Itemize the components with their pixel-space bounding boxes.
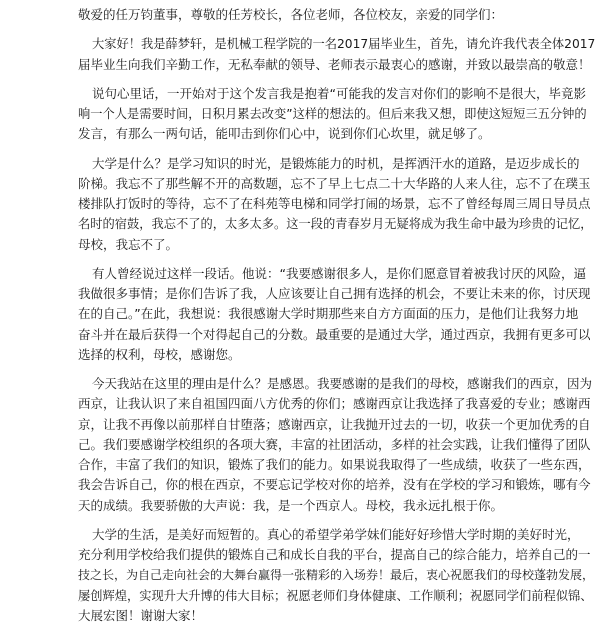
paragraph-5-line-6: 我会告诉自己，你的根在西京，不要忘记学校对你的培养，没有在学校的学习和锻炼，哪有今: [78, 477, 591, 493]
paragraph-2-line-2: 响一个人是需要时间，日积月累去改变”这样的想法的。但后来我又想，即使这短短三五分钟的: [78, 107, 587, 122]
paragraph-6-line-3: 技之长，为自己走向社会的大舞台赢得一张精彩的入场券！最后，衷心祝愿我们的母校蓬勃发展，: [78, 568, 595, 583]
paragraph-2-line-3: 发言，有那么一两句话，能叩击到你们心中，说到你们心坎里，就足够了。: [78, 126, 491, 142]
paragraph-3-line-5: 母校，我忘不了。: [78, 236, 179, 252]
paragraph-4-line-5: 选择的权利，母校，感谢您。: [78, 346, 241, 362]
paragraph-6-line-1: 大学的生活，是美好而短暂的。真心的希望学弟学妹们能好好珍惜大学时期的美好时光，: [92, 526, 580, 542]
paragraph-5-line-7: 天的成绩。我要骄傲的大声说：我，是一个西京人。母校，我永远扎根于你。: [78, 497, 504, 513]
salutation-line: 敬爱的任万钧董事，尊敬的任芳校长，各位老师，各位校友，亲爱的同学们：: [78, 7, 504, 22]
paragraph-2-line-1: 说句心里话，一开始对于这个发言我是抱着“可能我的发言对你们的影响不是很大，毕竟影: [92, 85, 586, 101]
paragraph-1-line-2: 届毕业生向我们辛勤工作，无私奉献的领导、老师表示最衷心的感谢，并致以最崇高的敬意！: [78, 56, 591, 72]
paragraph-3-line-2: 阶梯。我忘不了那些解不开的高数题，忘不了早上七点二十大华路的人来人往，忘不了在璞玉: [78, 175, 591, 191]
paragraph-6-line-2: 充分利用学校给我们提供的锻炼自己和成长自我的平台，提高自己的综合能力，培养自己的一: [78, 547, 591, 563]
paragraph-5-line-2: 西京，让我认识了来自祖国四面八方优秀的你们；感谢西京让我选择了我喜爱的专业；感谢西: [78, 396, 591, 412]
paragraph-4-line-1: 有人曾经说过这样一段话。他说：“我要感谢很多人，是你们愿意冒着被我讨厌的风险，逼: [92, 265, 586, 281]
paragraph-3-line-3: 楼排队打饭时的等待，忘不了在科苑等电梯和同学打闹的场景，忘不了曾经每周三周日导员点: [78, 196, 591, 212]
paragraph-5-line-5: 合作，丰富了我们的知识，锻炼了我们的能力。如果说我取得了一些成绩，收获了一些东西，: [78, 457, 591, 473]
paragraph-1-line-1: 大家好！我是薛梦轩，是机械工程学院的一名2017届毕业生，首先，请允许我代表全体2017: [92, 37, 596, 52]
paragraph-5-line-3: 京，让我不再像以前那样自甘堕落；感谢西京，让我抛开过去的一切，收获一个更加优秀的自: [78, 416, 591, 432]
paragraph-4-line-2: 我做很多事情；是你们告诉了我，人应该要让自己拥有选择的机会，不要让未来的你，讨厌现: [78, 286, 591, 302]
paragraph-4-line-4: 奋斗并在最后获得一个对得起自己的分数。最重要的是通过大学，通过西京，我拥有更多可以: [78, 326, 591, 342]
paragraph-5-line-4: 己。我们要感谢学校组织的各项大赛，丰富的社团活动，多样的社会实践，让我们懂得了团队: [78, 436, 591, 452]
paragraph-3-line-1: 大学是什么？是学习知识的时光，是锻炼能力的时机，是挥洒汗水的道路，是迈步成长的: [92, 155, 580, 171]
paragraph-3-line-4: 名时的宿鼓，我忘不了的，太多太多。这一段的青春岁月无疑将成为我生命中最为珍贵的记忆，: [78, 217, 593, 232]
paragraph-5-line-1: 今天我站在这里的理由是什么？是感恩。我要感谢的是我们的母校，感谢我们的西京，因为: [92, 376, 593, 392]
paragraph-6-line-5: 大展宏图！谢谢大家！: [78, 607, 204, 623]
paragraph-6-line-4: 屡创辉煌，实现升大升博的伟大目标；祝愿老师们身体健康、工作顺利；祝愿同学们前程似锦、: [78, 588, 593, 603]
paragraph-4-line-3: 在的自己。”在此，我想说：我很感谢大学时期那些来自方方面面的压力，是他们让我努力地: [78, 306, 579, 322]
